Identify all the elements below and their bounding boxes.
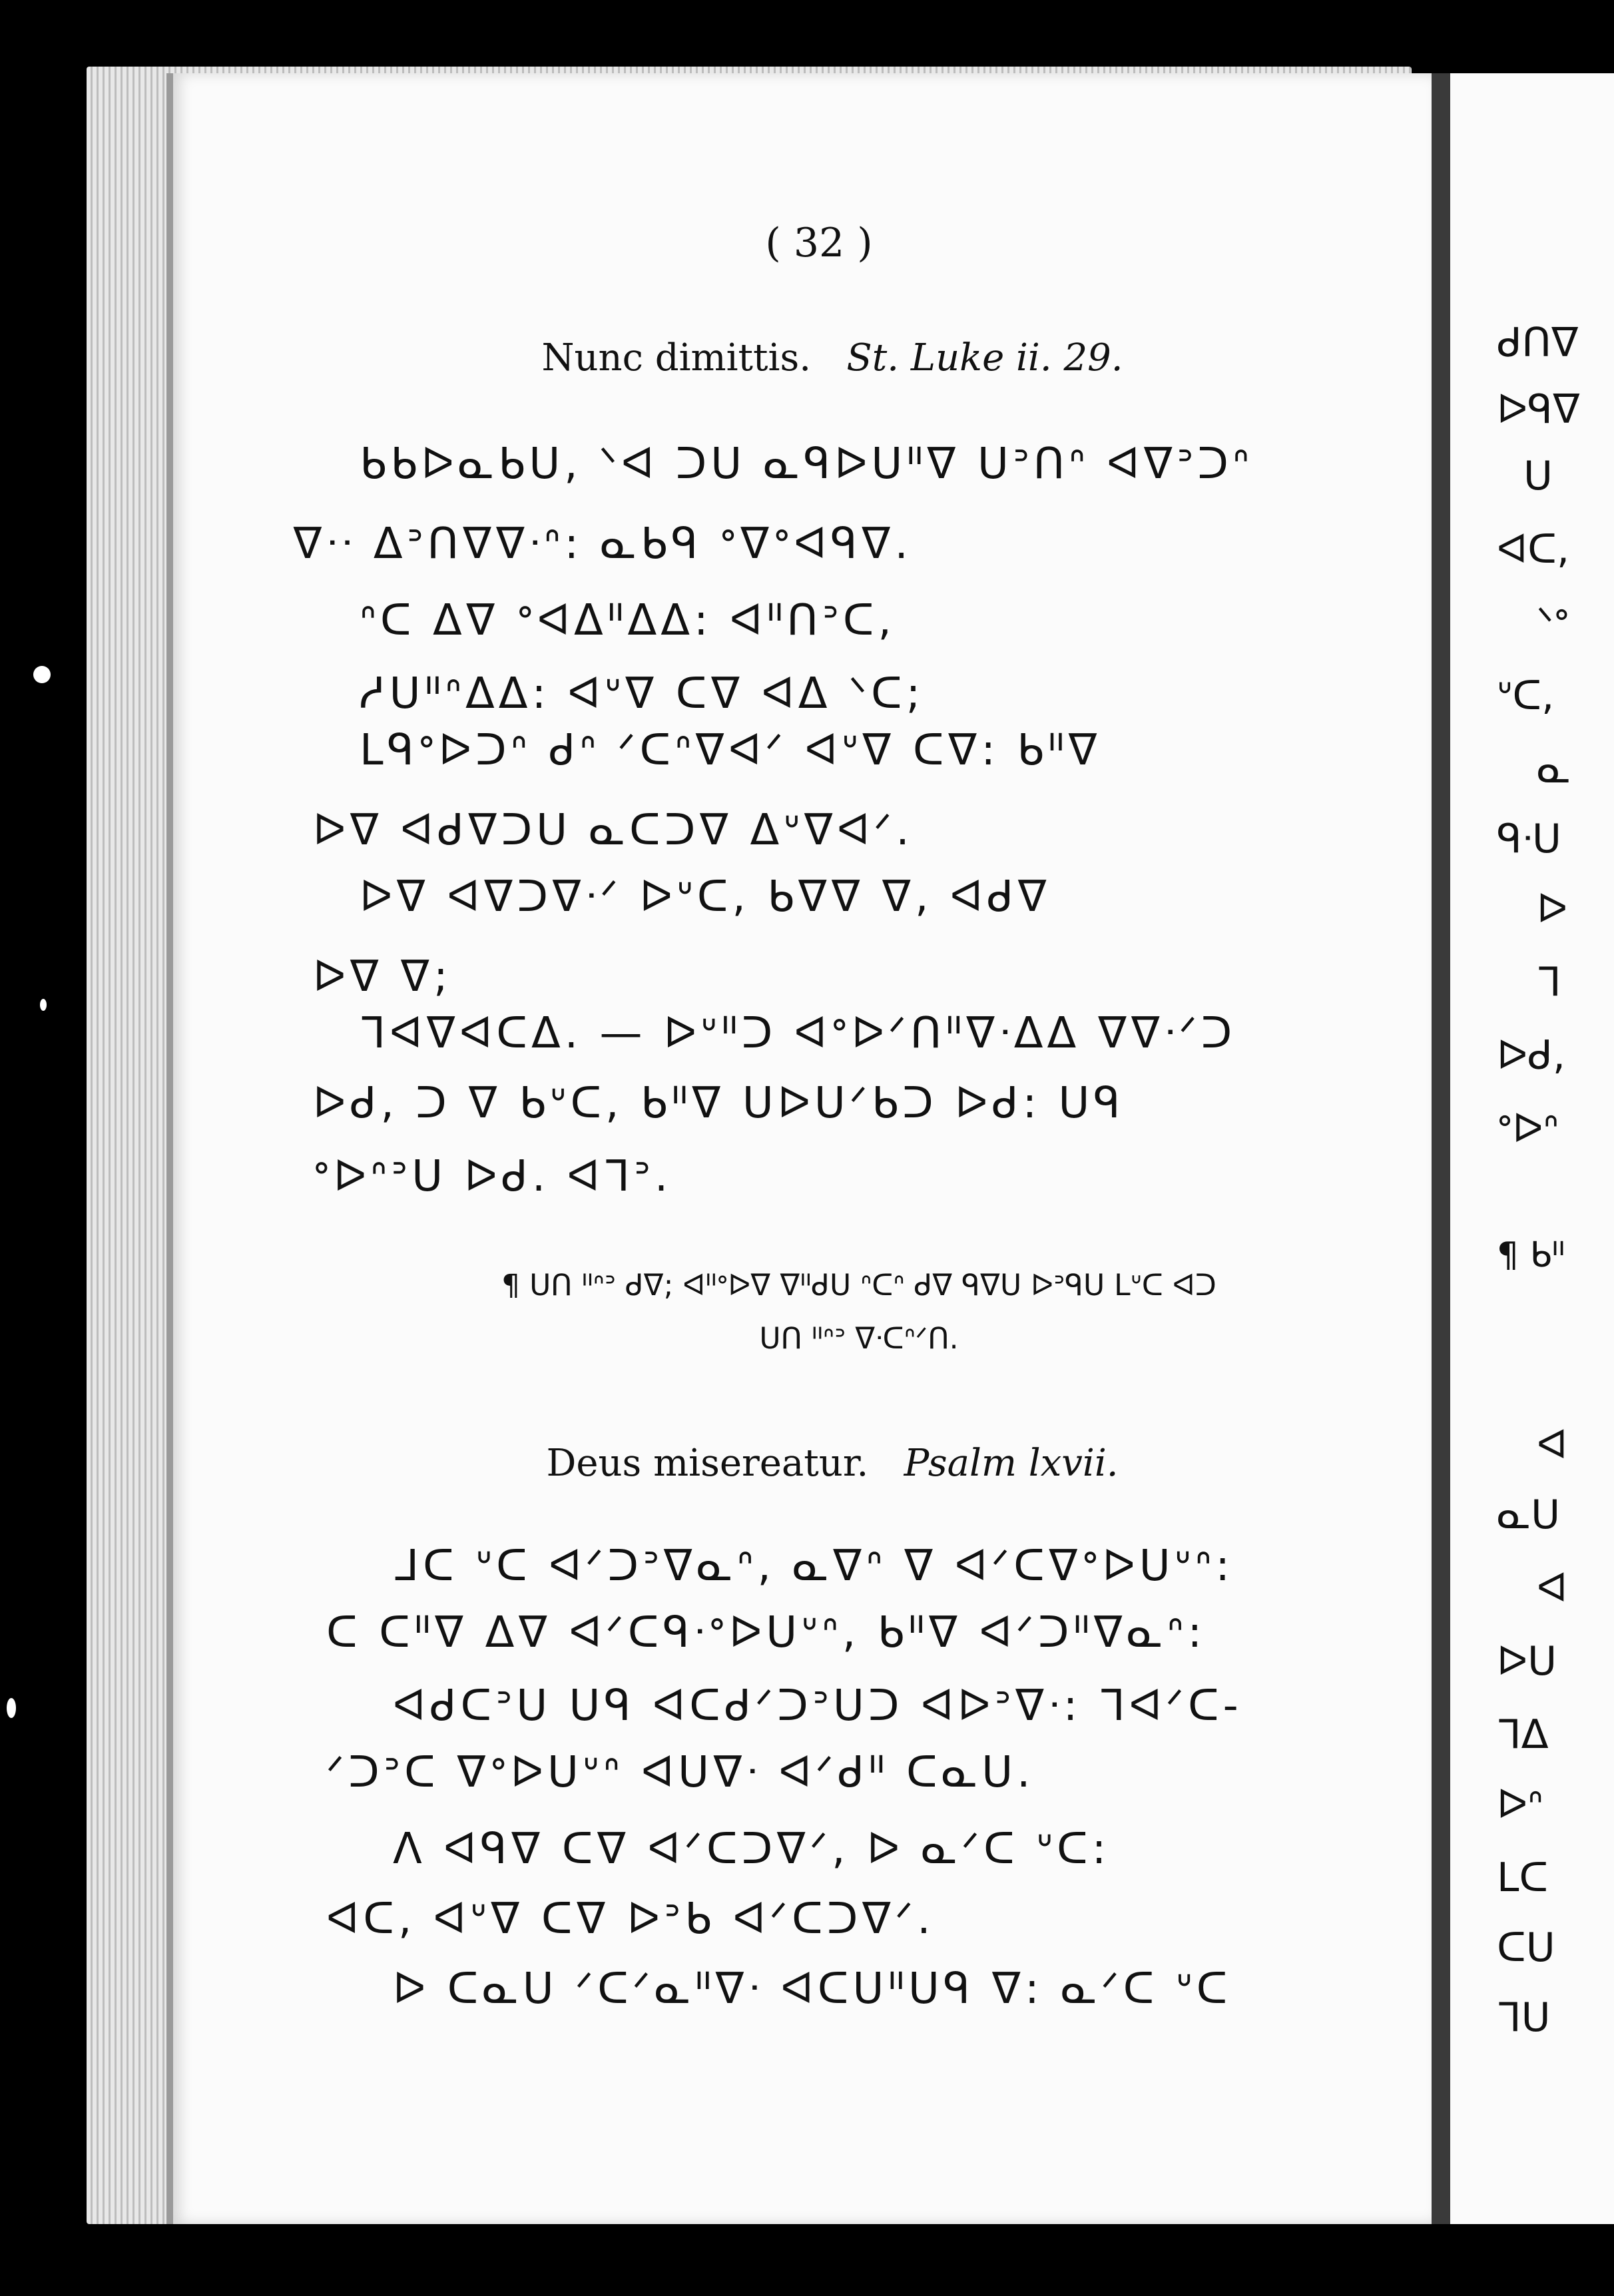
- text-line: ᐅᐁ ᐊᑯᐁᑐᑌ ᓇᑕᑐᐁ ᐃᐡᐁᐊᐟ.: [313, 806, 914, 855]
- fragment-text: ᒪᑕ: [1497, 1855, 1549, 1901]
- text-line: ᐅ ᑕᓇᑌ ᐟᑕᐟᓇᐦᐁᐧ ᐊᑕᑌᐦᑌᑫ ᐁ: ᓇᐟᑕ ᐡᑕ: [393, 1964, 1232, 2014]
- fragment-text: ¶ ᑲᐦ: [1497, 1235, 1565, 1275]
- fragment-text: ᑕᑌ: [1497, 1924, 1555, 1971]
- text-line: ᐢᑕ ᐃᐁ ᐤᐊᐃᐦᐃᐃ: ᐊᐦᑎᐣᑕ,: [360, 596, 896, 645]
- text-line: ᑕ ᑕᐦᐁ ᐃᐁ ᐊᐟᑕᑫᐧᐤᐅᑌᐡᐢ, ᑲᐦᐁ ᐊᐟᑐᐦᐁᓇᐢ:: [326, 1608, 1206, 1657]
- fragment-text: ᑯᑎᐁ: [1497, 320, 1579, 366]
- text-line: ᐊᑯᑕᐣᑌ ᑌᑫ ᐊᑕᑯᐟᑐᐣᑌᑐ ᐊᐅᐣᐁᐧ: ᒣᐊᐟᑕ-: [393, 1681, 1242, 1731]
- section-title: Nunc dimittis.: [541, 336, 812, 380]
- fragment-text: ᐅ: [1537, 886, 1568, 932]
- rubric-line: ¶ ᑌᑎ ᐦᐢᐣ ᑯᐁ; ᐊᐦᐤᐅᐁ ᐁᐦᑯᑌ ᐢᑕᐢ ᑯᐁ ᑫᐁᑌ ᐅᐣᑫᑌ ᒪᐡᑕ ᐊᑐ: [501, 1269, 1216, 1302]
- scan-speck: [33, 666, 51, 683]
- fragment-text: ᒣ: [1537, 959, 1561, 1005]
- fragment-text: ᒣᑌ: [1497, 1994, 1551, 2041]
- text-line: ᐅᑯ, ᑐ ᐁ ᑲᐡᑕ, ᑲᐦᐁ ᑌᐅᑌᐟᑲᑐ ᐅᑯ: ᑌᑫ: [313, 1079, 1125, 1128]
- text-line: ᐁᐧᐧ ᐃᐣᑎᐁᐁᐧᐢ: ᓇᑲᑫ ᐤᐁᐤᐊᑫᐁ.: [293, 519, 912, 569]
- fragment-text: ᐊᑕ,: [1497, 526, 1570, 573]
- text-line: ᒣᐊᐁᐊᑕᐃ. — ᐅᐡᐦᑐ ᐊᐤᐅᐟᑎᐦᐁᐧᐃᐃ ᐁᐁᐧᐟᑐ: [360, 1009, 1236, 1058]
- scan-speck: [7, 1698, 16, 1718]
- section-title: Deus misereatur.: [546, 1442, 869, 1485]
- text-line: ᐊᑕ, ᐊᐡᐁ ᑕᐁ ᐅᐣᑲ ᐊᐟᑕᑐᐁᐟ.: [326, 1894, 935, 1944]
- scan-speck: [40, 999, 47, 1011]
- section-heading-deus-misereatur: [166, 1442, 1498, 1485]
- fragment-text: ᐅᑯ,: [1497, 1032, 1565, 1079]
- fragment-text: ᒣᐃ: [1497, 1711, 1549, 1758]
- text-line: ᐅᐁ ᐁ;: [313, 952, 452, 1002]
- text-line: ᐤᐅᐢᐣᑌ ᐅᑯ. ᐊᒣᐣ.: [313, 1152, 672, 1201]
- fragment-text: ᐠᐤ: [1537, 599, 1569, 646]
- page-number: ( 32 ): [765, 220, 873, 266]
- scripture-reference: St. Luke ii. 29.: [846, 336, 1123, 380]
- fragment-text: ᐅᐢ: [1497, 1781, 1543, 1828]
- text-line: ᐱ ᐊᑫᐁ ᑕᐁ ᐊᐟᑕᑐᐁᐟ, ᐅ ᓇᐟᑕ ᐡᑕ:: [393, 1825, 1111, 1874]
- fragment-text: ᐡᑕ,: [1497, 673, 1555, 719]
- fragment-text: ᐊ: [1537, 1422, 1568, 1468]
- rubric-line: ᑌᑎ ᐦᐢᐣ ᐁᐧᑕᐢᐟᑎ.: [759, 1322, 959, 1356]
- fragment-text: ᑌ: [1523, 453, 1553, 499]
- text-line: ᒧᑕ ᐡᑕ ᐊᐟᑐᐣᐁᓇᐢ, ᓇᐁᐢ ᐁ ᐊᐟᑕᐁᐤᐅᑌᐡᐢ:: [393, 1542, 1234, 1591]
- text-line: ᓱᑌᐦᐢᐃᐃ: ᐊᐡᐁ ᑕᐁ ᐊᐃ ᐠᑕ;: [360, 669, 925, 718]
- text-line: ᒪᑫᐤᐅᑐᐢ ᑯᐢ ᐟᑕᐢᐁᐊᐟ ᐊᐡᐁ ᑕᐁ: ᑲᐦᐁ: [360, 726, 1101, 775]
- fragment-text: ᑫᐧᑌ: [1497, 816, 1561, 862]
- fragment-text: ᐊ: [1537, 1565, 1568, 1611]
- text-line: ᐟᑐᐣᑕ ᐁᐤᐅᑌᐡᐢ ᐊᑌᐁᐧ ᐊᐟᑯᐦ ᑕᓇᑌ.: [326, 1748, 1035, 1797]
- fragment-text: ᐅᑫᐁ: [1497, 386, 1580, 433]
- fragment-text: ᓇᑌ: [1497, 1492, 1561, 1538]
- text-line: ᑲᑲᐅᓇᑲᑌ, ᐠᐊ ᑐᑌ ᓇᑫᐅᑌᐦᐁ ᑌᐣᑎᐢ ᐊᐁᐣᑐᐢ: [360, 439, 1253, 489]
- fragment-text: ᓇ: [1537, 746, 1571, 792]
- section-heading-nunc-dimittis: [166, 336, 1498, 380]
- scripture-reference: Psalm lxvii.: [904, 1442, 1119, 1485]
- text-line: ᐅᐁ ᐊᐁᑐᐁᐧᐟ ᐅᐡᑕ, ᑲᐁᐁ ᐁ, ᐊᑯᐁ: [360, 872, 1051, 922]
- fragment-text: ᐅᑌ: [1497, 1638, 1557, 1685]
- fragment-text: ᐤᐅᐢ: [1497, 1105, 1559, 1152]
- right-page: [1432, 73, 1614, 2224]
